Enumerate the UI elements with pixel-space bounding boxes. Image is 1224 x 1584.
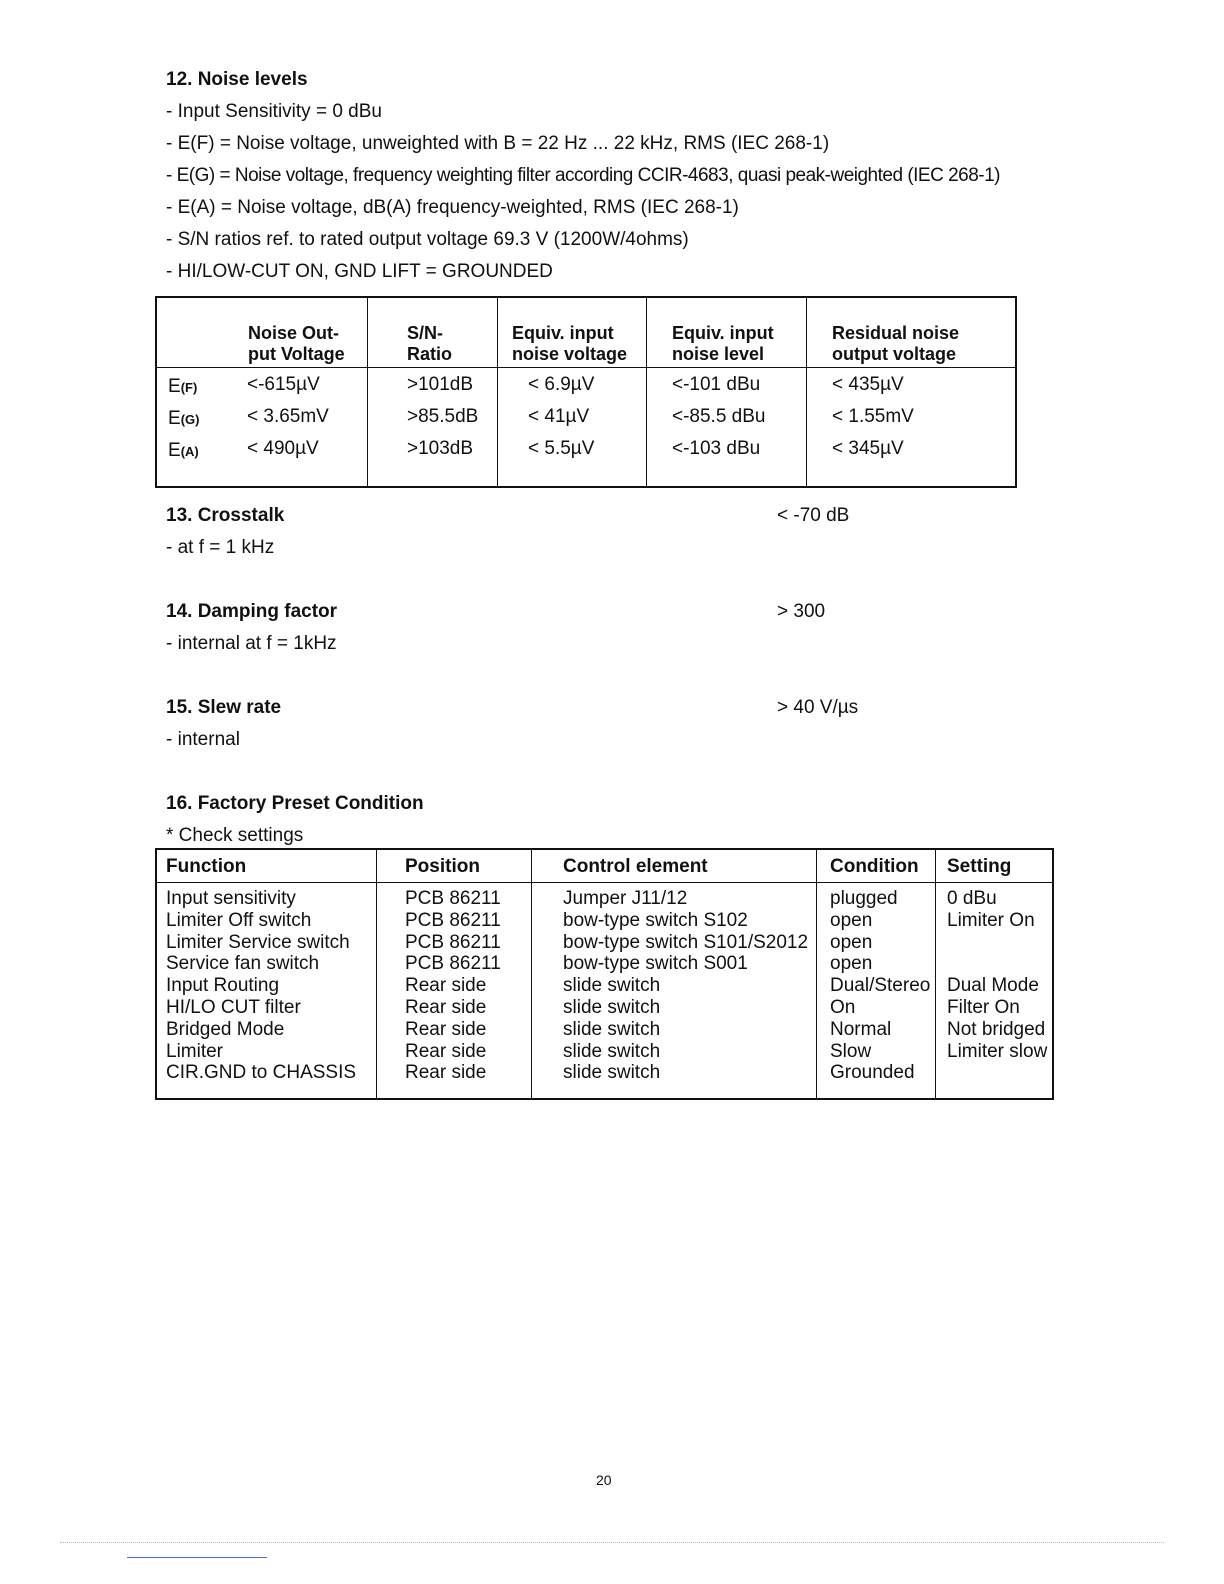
row-label: E(F)	[168, 376, 198, 397]
table-cell: PCB 86211	[405, 888, 501, 909]
table-cell: PCB 86211	[405, 953, 501, 975]
section-16-note: * Check settings	[166, 825, 304, 846]
table-cell: Rear side	[405, 1062, 487, 1084]
factory-preset-table	[155, 848, 1054, 1100]
table-cell: slide switch	[563, 1062, 661, 1084]
function-column	[166, 888, 356, 1084]
setting-column	[947, 888, 1047, 1084]
table-cell: PCB 86211	[405, 909, 501, 931]
table-cell: PCB 86211	[405, 931, 501, 953]
noise-header: Equiv. input noise voltage	[512, 323, 628, 364]
table-cell: <-615µV	[247, 374, 320, 395]
table-cell: >103dB	[407, 438, 474, 459]
section-16-heading: 16. Factory Preset Condition	[166, 793, 424, 814]
table-cell: >101dB	[407, 374, 474, 395]
section-15-note: - internal	[166, 729, 240, 750]
section-14-note: - internal at f = 1kHz	[166, 633, 337, 654]
table-cell: slide switch	[563, 975, 661, 997]
section-12-line: - Input Sensitivity = 0 dBu	[166, 101, 382, 122]
table-cell: Rear side	[405, 1040, 487, 1062]
table-cell: < 1.55mV	[832, 406, 914, 427]
section-12-line: - S/N ratios ref. to rated output voltage 69.3 V (1200W/4ohms)	[166, 229, 689, 250]
table-cell: <-103 dBu	[672, 438, 761, 459]
table-cell: Rear side	[405, 975, 487, 997]
table-divider	[935, 850, 936, 1098]
table-divider	[531, 850, 532, 1098]
table-cell: 0 dBu	[947, 888, 997, 909]
noise-header: S/N- Ratio	[407, 323, 452, 364]
noise-levels-table	[155, 296, 1017, 488]
table-cell: >85.5dB	[407, 406, 479, 427]
noise-header: Residual noise output voltage	[832, 323, 960, 364]
table-cell: Service fan switch	[166, 953, 320, 975]
section-12-line: - HI/LOW-CUT ON, GND LIFT = GROUNDED	[166, 261, 553, 282]
table-divider	[646, 298, 647, 486]
table-cell: Jumper J11/12	[563, 888, 688, 909]
table-cell: < 435µV	[832, 374, 904, 395]
table-cell: plugged	[830, 888, 898, 909]
table-cell: Grounded	[830, 1062, 915, 1084]
table-cell: < 345µV	[832, 438, 904, 459]
section-12-heading: 12. Noise levels	[166, 69, 308, 90]
row-label: E(G)	[168, 408, 200, 429]
table-cell: Input sensitivity	[166, 888, 296, 909]
table-cell: slide switch	[563, 996, 661, 1018]
table-cell: < 6.9µV	[528, 374, 595, 395]
section-13-value: < -70 dB	[777, 505, 850, 526]
table-cell: Limiter slow	[947, 1040, 1048, 1062]
table-cell	[947, 1062, 1047, 1084]
table-cell: Slow	[830, 1040, 872, 1062]
section-14-heading: 14. Damping factor	[166, 601, 338, 622]
table-cell: On	[830, 996, 856, 1018]
table-cell: open	[830, 909, 873, 931]
control-element-column	[563, 888, 808, 1084]
table-cell: Rear side	[405, 1018, 487, 1040]
table-cell: HI/LO CUT filter	[166, 996, 301, 1018]
section-14-value: > 300	[777, 601, 826, 622]
table-cell: Bridged Mode	[166, 1018, 285, 1040]
condition-column	[830, 888, 930, 1084]
table-cell: < 5.5µV	[528, 438, 595, 459]
table-cell: Limiter Off switch	[166, 909, 312, 931]
table-cell: slide switch	[563, 1018, 661, 1040]
preset-header: Position	[405, 856, 480, 877]
table-cell: Limiter On	[947, 909, 1035, 931]
table-cell: < 41µV	[528, 406, 590, 427]
table-divider	[497, 298, 498, 486]
table-cell: bow-type switch S101/S2012	[563, 931, 809, 953]
section-12-line: - E(A) = Noise voltage, dB(A) frequency-weighted, RMS (IEC 268-1)	[166, 197, 739, 218]
table-cell: Not bridged	[947, 1018, 1046, 1040]
page-number: 20	[596, 1472, 612, 1488]
table-divider	[376, 850, 377, 1098]
table-cell	[947, 932, 1047, 954]
table-cell: <-101 dBu	[672, 374, 761, 395]
table-divider	[816, 850, 817, 1098]
table-cell: CIR.GND to CHASSIS	[166, 1062, 357, 1084]
table-cell: bow-type switch S001	[563, 953, 748, 975]
table-cell: Rear side	[405, 996, 487, 1018]
table-divider	[157, 367, 1015, 368]
section-13-note: - at f = 1 kHz	[166, 537, 275, 558]
table-cell: Dual Mode	[947, 975, 1039, 997]
section-12-line: - E(F) = Noise voltage, unweighted with B = 22 Hz ... 22 kHz, RMS (IEC 268-1)	[166, 133, 830, 154]
table-cell: < 3.65mV	[247, 406, 329, 427]
table-cell: <-85.5 dBu	[672, 406, 766, 427]
table-cell: open	[830, 931, 873, 953]
table-divider	[806, 298, 807, 486]
section-15-heading: 15. Slew rate	[166, 697, 282, 718]
noise-header: Equiv. input noise level	[672, 323, 774, 364]
table-cell: Input Routing	[166, 975, 280, 997]
footer-rule	[127, 1557, 267, 1558]
preset-header: Setting	[947, 856, 1012, 877]
table-cell: open	[830, 953, 873, 975]
position-column	[405, 888, 501, 1084]
section-13-heading: 13. Crosstalk	[166, 505, 285, 526]
table-cell: Normal	[830, 1018, 892, 1040]
table-cell: Limiter Service switch	[166, 931, 350, 953]
table-cell: Filter On	[947, 996, 1020, 1018]
table-cell	[947, 953, 1047, 975]
section-15-value: > 40 V/µs	[777, 697, 859, 718]
table-divider	[157, 882, 1052, 883]
preset-header: Function	[166, 856, 247, 877]
preset-header: Condition	[830, 856, 919, 877]
table-cell: < 490µV	[247, 438, 319, 459]
footer-divider	[60, 1542, 1164, 1543]
table-cell: slide switch	[563, 1040, 661, 1062]
table-cell: bow-type switch S102	[563, 909, 748, 931]
table-cell: Dual/Stereo	[830, 975, 931, 997]
table-cell: Limiter	[166, 1040, 224, 1062]
section-12-line: - E(G) = Noise voltage, frequency weighting filter according CCIR-4683, quasi peak-weighted (IEC 268-1)	[166, 165, 1001, 186]
table-divider	[367, 298, 368, 486]
row-label: E(A)	[168, 440, 199, 461]
preset-header: Control element	[563, 856, 708, 877]
noise-header: Noise Out- put Voltage	[248, 323, 345, 364]
